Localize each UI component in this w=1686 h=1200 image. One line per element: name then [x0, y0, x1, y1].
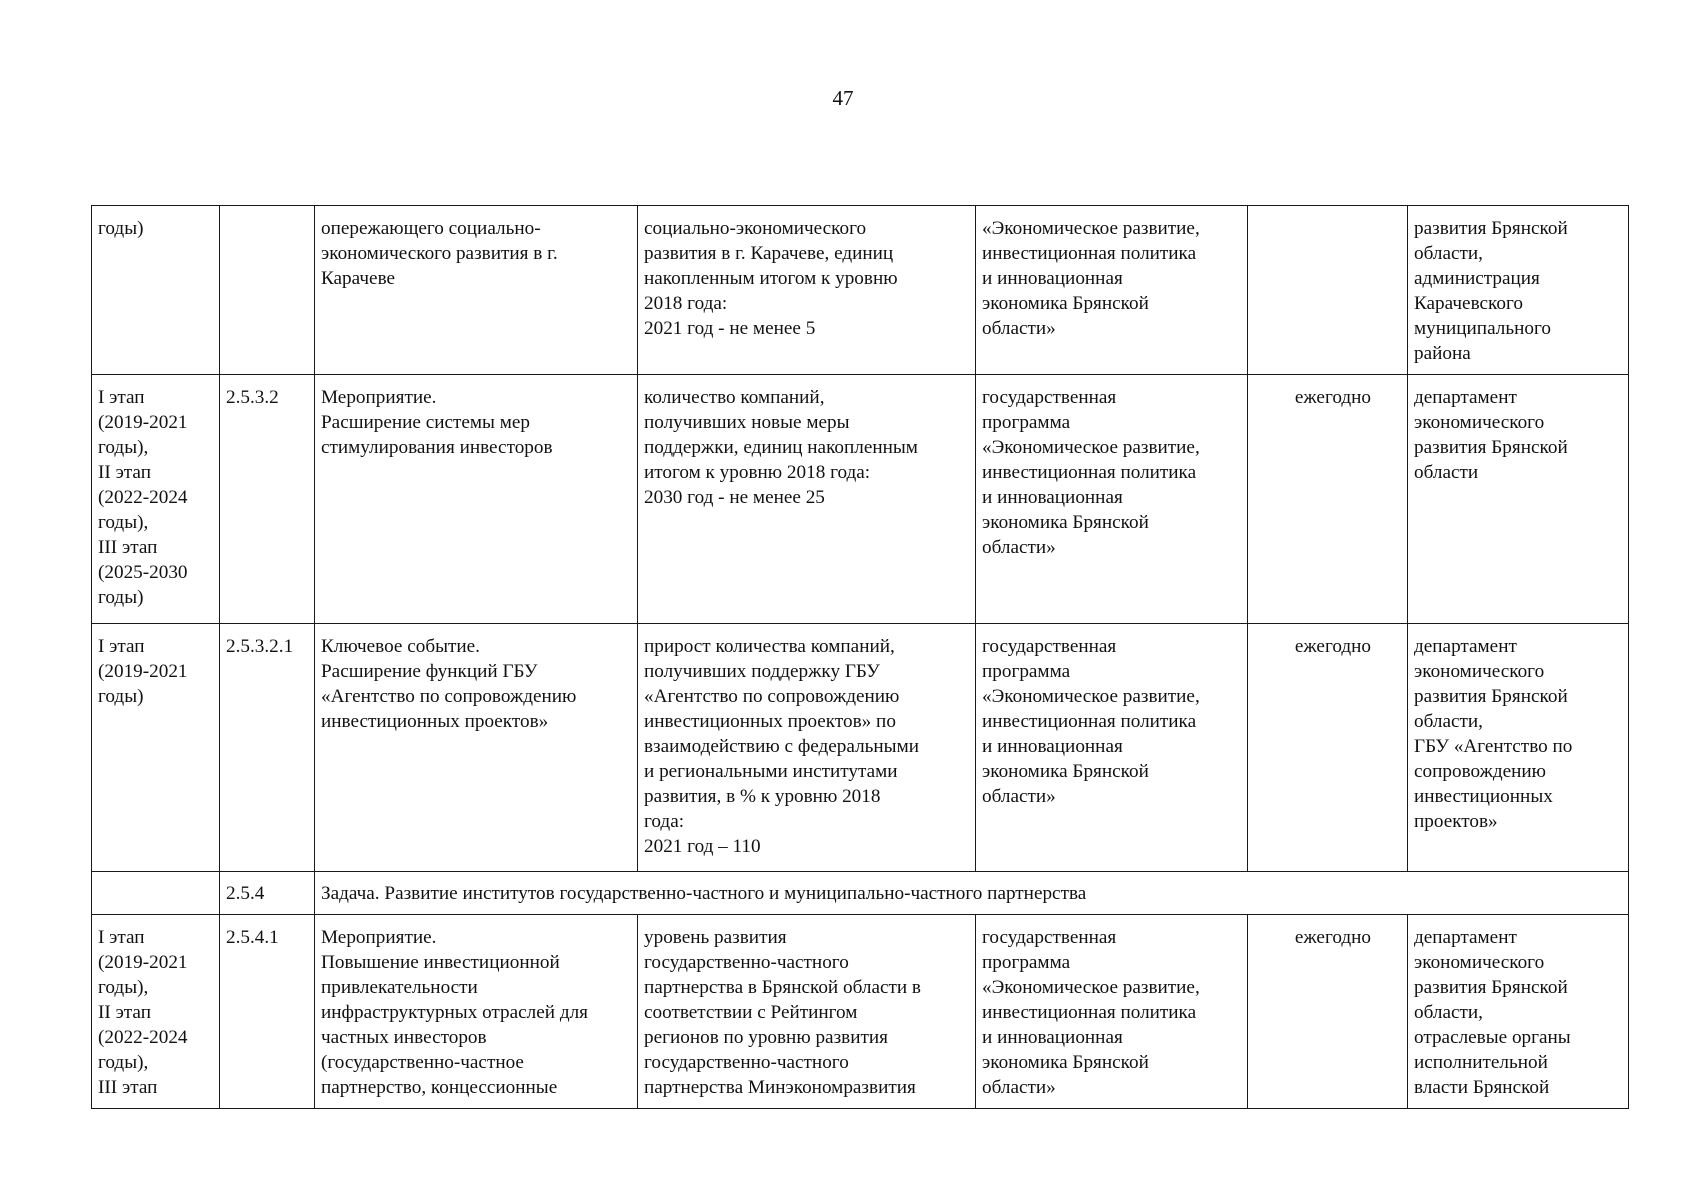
stage-cell — [92, 872, 220, 915]
stage-cell: годы) — [92, 206, 220, 375]
indicator-cell: количество компаний, получивших новые меры поддержки, единиц накопленным итогом к уровню 2018 года: 2030 год - не менее 25 — [638, 375, 976, 624]
period-cell: ежегодно — [1248, 375, 1408, 624]
program-cell: государственная программа «Экономическое развитие, инвестиционная политика и инновационная экономика Брянской области» — [976, 375, 1248, 624]
indicator-cell: прирост количества компаний, получивших поддержку ГБУ «Агентство по сопровождению инвестиционных проектов» по взаимодействию с федеральными и региональными институтами развития, в % к уровню 2018 года: 2021 год – 110 — [638, 624, 976, 872]
activity-cell: Мероприятие. Расширение системы мер стимулирования инвесторов — [315, 375, 638, 624]
measures-table — [91, 205, 1629, 1109]
stage-cell: I этап (2019-2021 годы), II этап (2022-2024 годы), III этап — [92, 915, 220, 1109]
activity-cell: опережающего социально- экономического развития в г. Карачеве — [315, 206, 638, 375]
program-cell: «Экономическое развитие, инвестиционная политика и инновационная экономика Брянской области» — [976, 206, 1248, 375]
period-cell — [1248, 206, 1408, 375]
number-cell: 2.5.4 — [220, 872, 315, 915]
program-cell: государственная программа «Экономическое развитие, инвестиционная политика и инновационная экономика Брянской области» — [976, 915, 1248, 1109]
period-cell: ежегодно — [1248, 915, 1408, 1109]
responsible-cell: развития Брянской области, администрация Карачевского муниципального района — [1408, 206, 1629, 375]
table-row — [92, 624, 1629, 872]
task-cell: Задача. Развитие институтов государственно-частного и муниципально-частного партнерства — [315, 872, 1629, 915]
page-number: 47 — [832, 86, 854, 110]
stage-cell: I этап (2019-2021 годы), II этап (2022-2024 годы), III этап (2025-2030 годы) — [92, 375, 220, 624]
activity-cell: Ключевое событие. Расширение функций ГБУ «Агентство по сопровождению инвестиционных проектов» — [315, 624, 638, 872]
number-cell — [220, 206, 315, 375]
number-cell: 2.5.3.2 — [220, 375, 315, 624]
responsible-cell: департамент экономического развития Брянской области — [1408, 375, 1629, 624]
responsible-cell: департамент экономического развития Брянской области, отраслевые органы исполнительной власти Брянской — [1408, 915, 1629, 1109]
table-row — [92, 375, 1629, 624]
number-cell: 2.5.4.1 — [220, 915, 315, 1109]
task-row — [92, 872, 1629, 915]
period-cell: ежегодно — [1248, 624, 1408, 872]
table-row — [92, 206, 1629, 375]
program-cell: государственная программа «Экономическое развитие, инвестиционная политика и инновационная экономика Брянской области» — [976, 624, 1248, 872]
responsible-cell: департамент экономического развития Брянской области, ГБУ «Агентство по сопровождению инвестиционных проектов» — [1408, 624, 1629, 872]
table-row — [92, 915, 1629, 1109]
indicator-cell: уровень развития государственно-частного партнерства в Брянской области в соответствии с Рейтингом регионов по уровню развития государственно-частного партнерства Минэкономразвития — [638, 915, 976, 1109]
stage-cell: I этап (2019-2021 годы) — [92, 624, 220, 872]
number-cell: 2.5.3.2.1 — [220, 624, 315, 872]
activity-cell: Мероприятие. Повышение инвестиционной привлекательности инфраструктурных отраслей для частных инвесторов (государственно-частное партнерство, концессионные — [315, 915, 638, 1109]
indicator-cell: социально-экономического развития в г. Карачеве, единиц накопленным итогом к уровню 2018 года: 2021 год - не менее 5 — [638, 206, 976, 375]
